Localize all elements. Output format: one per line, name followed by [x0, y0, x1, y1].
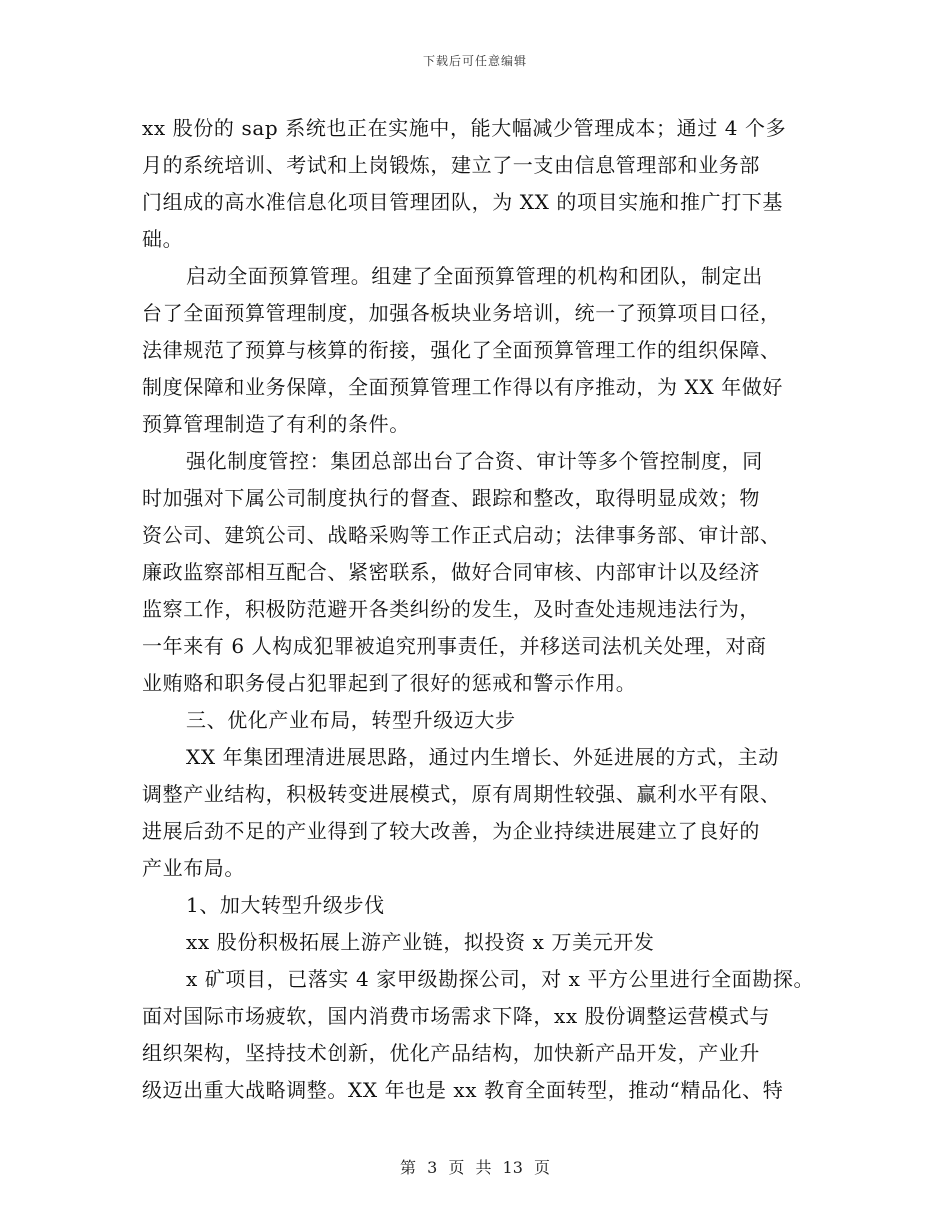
- page-header: 下载后可任意编辑: [422, 54, 527, 68]
- text-line: 资公司、建筑公司、战略采购等工作正式启动；法律事务部、审计部、: [142, 523, 781, 547]
- text-line: 级迈出重大战略调整。XX 年也是 xx 教育全面转型，推动“精品化、特: [142, 1078, 784, 1102]
- text-line: xx 股份的 sap 系统也正在实施中，能大幅减少管理成本；通过 4 个多: [142, 116, 787, 140]
- text-line: XX 年集团理清进展思路，通过内生增长、外延进展的方式，主动: [186, 745, 779, 769]
- text-line: 月的系统培训、考试和上岗锻炼，建立了一支由信息管理部和业务部: [142, 153, 760, 177]
- text-line: 制度保障和业务保障，全面预算管理工作得以有序推动，为 XX 年做好: [142, 375, 783, 399]
- text-line: 启动全面预算管理。组建了全面预算管理的机构和团队，制定出: [186, 264, 763, 288]
- text-line: 时加强对下属公司制度执行的督查、跟踪和整改，取得明显成效；物: [142, 486, 760, 510]
- text-line: 础。: [142, 227, 184, 251]
- document-body: [142, 110, 815, 1109]
- text-line: 产业布局。: [142, 856, 245, 880]
- text-line: 监察工作，积极防范避开各类纠纷的发生，及时查处违规违法行为，: [142, 597, 760, 621]
- text-line: 廉政监察部相互配合、紧密联系，做好合同审核、内部审计以及经济: [142, 560, 760, 584]
- text-line: 面对国际市场疲软，国内消费市场需求下降，xx 股份调整运营模式与: [142, 1004, 771, 1028]
- text-line: 业贿赂和职务侵占犯罪起到了很好的惩戒和警示作用。: [142, 671, 637, 695]
- text-line: 台了全面预算管理制度，加强各板块业务培训，统一了预算项目口径，: [142, 301, 781, 325]
- text-line: 预算管理制造了有利的条件。: [142, 412, 410, 436]
- text-line: 三、优化产业布局，转型升级迈大步: [186, 708, 516, 732]
- text-line: 调整产业结构，积极转变进展模式，原有周期性较强、赢利水平有限、: [142, 782, 781, 806]
- text-line: 门组成的高水准信息化项目管理团队，为 XX 的项目实施和推广打下基: [142, 190, 783, 214]
- text-line: 1、加大转型升级步伐: [186, 893, 385, 917]
- text-line: 法律规范了预算与核算的衔接，强化了全面预算管理工作的组织保障、: [142, 338, 781, 362]
- page-number-footer: 第 3 页 共 13 页: [400, 1158, 550, 1177]
- text-line: 一年来有 6 人构成犯罪被追究刑事责任，并移送司法机关处理，对商: [142, 634, 767, 658]
- text-line: 组织架构，坚持技术创新，优化产品结构，加快新产品开发，产业升: [142, 1041, 760, 1065]
- text-line: 强化制度管控：集团总部出台了合资、审计等多个管控制度，同: [186, 449, 763, 473]
- text-line: x 矿项目，已落实 4 家甲级勘探公司，对 x 平方公里进行全面勘探。: [186, 967, 815, 991]
- text-line: xx 股份积极拓展上游产业链，拟投资 x 万美元开发: [186, 930, 655, 954]
- text-line: 进展后劲不足的产业得到了较大改善，为企业持续进展建立了良好的: [142, 819, 760, 843]
